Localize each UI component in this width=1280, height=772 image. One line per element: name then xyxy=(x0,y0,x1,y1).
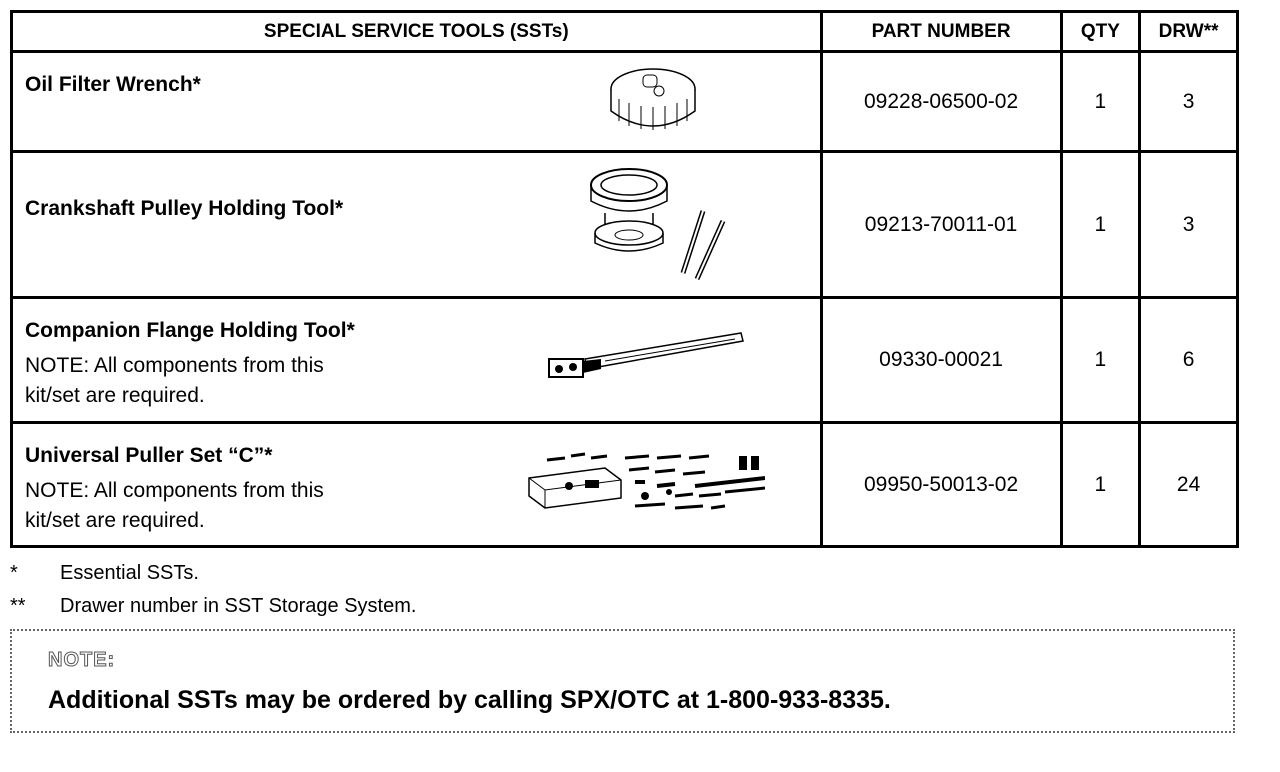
legend-mark: * xyxy=(10,562,18,584)
tool-cell xyxy=(12,152,822,298)
drawer: 3 xyxy=(1140,152,1238,298)
legend-mark: ** xyxy=(10,595,26,617)
header-part-number: PART NUMBER xyxy=(821,12,1061,52)
header-tool: SPECIAL SERVICE TOOLS (SSTs) xyxy=(12,12,822,52)
crankshaft-pulley-tool-icon xyxy=(587,161,737,289)
flange-holding-tool-icon xyxy=(545,329,745,385)
drawer: 3 xyxy=(1140,52,1238,152)
drawer: 6 xyxy=(1140,298,1238,423)
table-row xyxy=(12,423,1238,547)
part-number: 09330-00021 xyxy=(821,298,1061,423)
tool-note-line: NOTE: All components from this xyxy=(25,354,324,377)
header-qty: QTY xyxy=(1061,12,1140,52)
part-number: 09950-50013-02 xyxy=(821,423,1061,547)
tool-cell xyxy=(12,52,822,152)
tool-name: Companion Flange Holding Tool* xyxy=(25,319,355,342)
tool-name: Universal Puller Set “C”* xyxy=(25,444,273,467)
legend-text: Essential SSTs. xyxy=(60,562,199,584)
part-number: 09228-06500-02 xyxy=(821,52,1061,152)
legend-item xyxy=(10,562,199,585)
table-row xyxy=(12,52,1238,152)
header-drawer: DRW** xyxy=(1140,12,1238,52)
tool-cell xyxy=(12,423,822,547)
qty: 1 xyxy=(1061,152,1140,298)
tool-name: Oil Filter Wrench* xyxy=(25,73,201,96)
qty: 1 xyxy=(1061,52,1140,152)
sst-table xyxy=(10,10,1239,548)
table-row xyxy=(12,298,1238,423)
note-text: Additional SSTs may be ordered by calling SPX/OTC at 1-800-933-8335. xyxy=(48,686,891,714)
tool-cell xyxy=(12,298,822,423)
qty: 1 xyxy=(1061,298,1140,423)
note-box xyxy=(10,629,1235,733)
legend-item xyxy=(10,595,416,618)
tool-note-line: kit/set are required. xyxy=(25,509,205,532)
table-row xyxy=(12,152,1238,298)
tool-name: Crankshaft Pulley Holding Tool* xyxy=(25,197,344,220)
qty: 1 xyxy=(1061,423,1140,547)
legend-text: Drawer number in SST Storage System. xyxy=(60,595,417,617)
drawer: 24 xyxy=(1140,423,1238,547)
tool-note-line: kit/set are required. xyxy=(25,384,205,407)
header-row xyxy=(12,12,1238,52)
tool-note-line: NOTE: All components from this xyxy=(25,479,324,502)
part-number: 09213-70011-01 xyxy=(821,152,1061,298)
note-label: NOTE: xyxy=(48,649,116,671)
tool-note xyxy=(25,476,324,536)
tool-note xyxy=(25,351,324,411)
puller-set-icon xyxy=(525,450,765,522)
oil-filter-wrench-icon xyxy=(607,63,699,139)
